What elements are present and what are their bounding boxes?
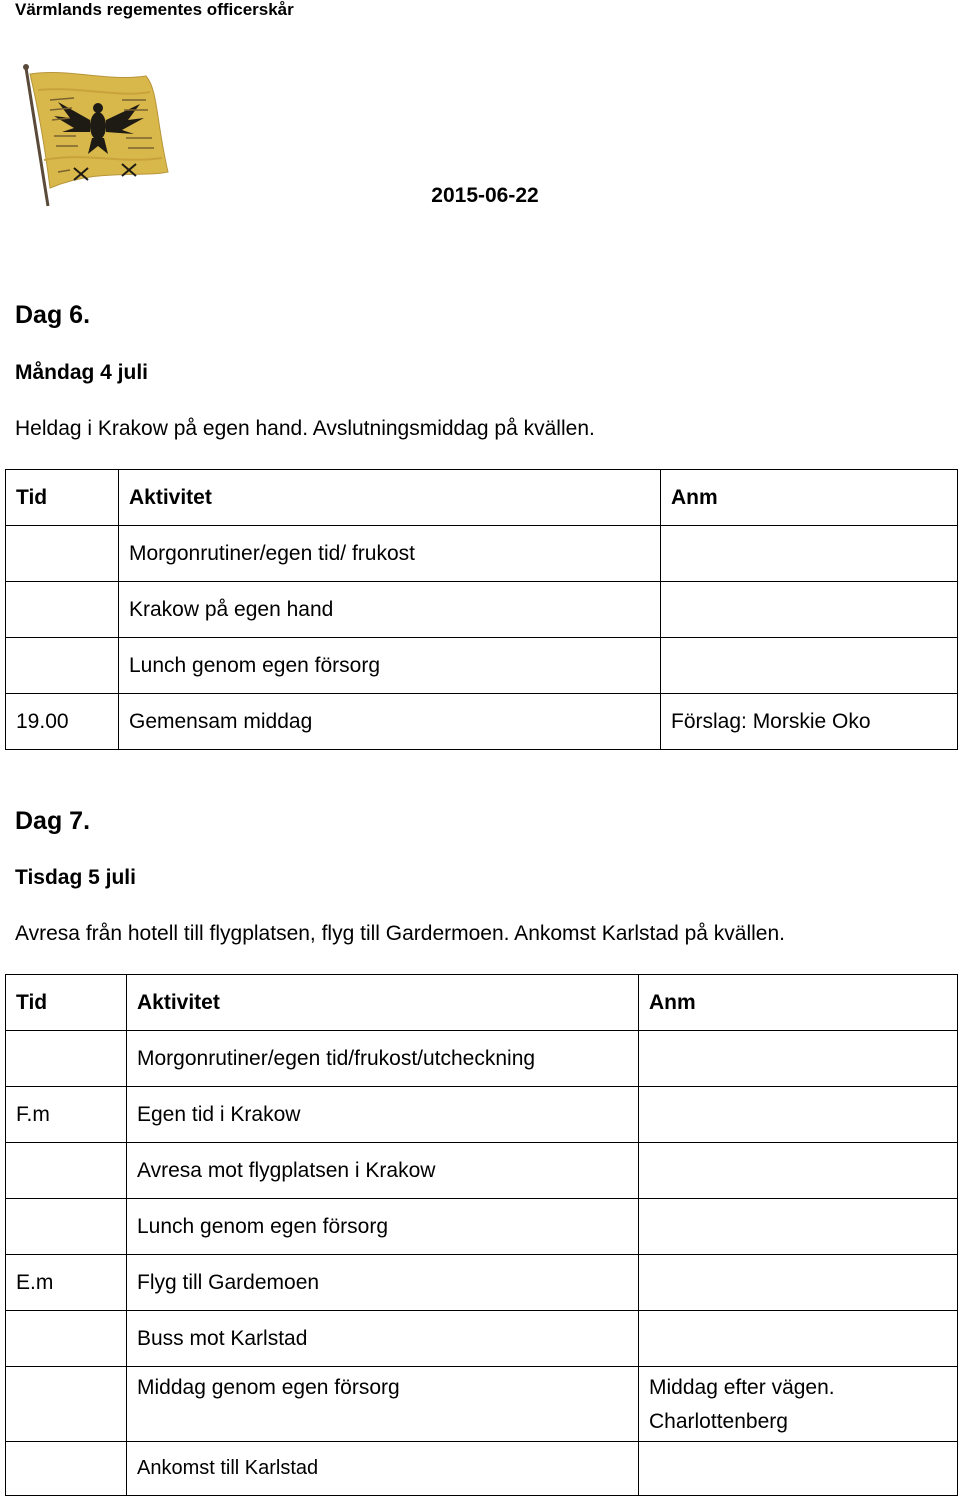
table-row (6, 526, 958, 582)
table-row (6, 694, 958, 750)
cell-tid (6, 1143, 127, 1199)
cell-aktivitet: Egen tid i Krakow (127, 1087, 639, 1143)
cell-aktivitet: Lunch genom egen försorg (127, 1199, 639, 1255)
table-row (6, 1367, 958, 1442)
day7-title: Dag 7. (15, 807, 91, 835)
cell-tid (6, 638, 119, 694)
table-row (6, 1143, 958, 1199)
cell-tid: E.m (6, 1255, 127, 1311)
table-row (6, 1031, 958, 1087)
day7-intro: Avresa från hotell till flygplatsen, flyg till Gardermoen. Ankomst Karlstad på kvällen. (15, 922, 785, 945)
table-row (6, 1311, 958, 1367)
cell-anm (639, 1199, 958, 1255)
document-date: 2015-06-22 (431, 184, 539, 207)
day6-title: Dag 6. (15, 301, 91, 329)
table-row (6, 1442, 958, 1496)
cell-tid (6, 582, 119, 638)
table-row (6, 1087, 958, 1143)
cell-anm (639, 1442, 958, 1496)
cell-tid: F.m (6, 1087, 127, 1143)
cell-anm: Middag efter vägen. Charlottenberg (639, 1367, 958, 1442)
cell-tid (6, 1367, 127, 1442)
cell-aktivitet: Krakow på egen hand (119, 582, 661, 638)
col-header-anm: Anm (639, 975, 958, 1031)
cell-aktivitet: Lunch genom egen försorg (119, 638, 661, 694)
cell-anm (639, 1143, 958, 1199)
cell-tid (6, 1442, 127, 1496)
day7-weekday: Tisdag 5 juli (15, 866, 136, 889)
col-header-tid: Tid (6, 470, 119, 526)
day7-schedule-table (5, 974, 958, 1496)
cell-tid (6, 1311, 127, 1367)
cell-aktivitet: Middag genom egen försorg (127, 1367, 639, 1442)
cell-anm (639, 1311, 958, 1367)
cell-aktivitet: Ankomst till Karlstad (127, 1442, 639, 1496)
col-header-anm: Anm (661, 470, 958, 526)
col-header-aktivitet: Aktivitet (119, 470, 661, 526)
cell-anm (639, 1087, 958, 1143)
cell-anm (661, 526, 958, 582)
table-row (6, 582, 958, 638)
table-row (6, 1255, 958, 1311)
cell-tid (6, 526, 119, 582)
table-header-row (6, 975, 958, 1031)
cell-aktivitet: Flyg till Gardemoen (127, 1255, 639, 1311)
day6-schedule-table (5, 469, 958, 750)
cell-anm (661, 638, 958, 694)
org-header: Värmlands regementes officerskår (15, 0, 294, 19)
day6-intro: Heldag i Krakow på egen hand. Avslutningsmiddag på kvällen. (15, 417, 595, 440)
cell-anm: Förslag: Morskie Oko (661, 694, 958, 750)
table-row (6, 1199, 958, 1255)
cell-anm (639, 1255, 958, 1311)
cell-anm (661, 582, 958, 638)
cell-tid (6, 1199, 127, 1255)
cell-tid (6, 1031, 127, 1087)
cell-tid: 19.00 (6, 694, 119, 750)
cell-anm (639, 1031, 958, 1087)
table-header-row (6, 470, 958, 526)
table-row (6, 638, 958, 694)
cell-aktivitet: Avresa mot flygplatsen i Krakow (127, 1143, 639, 1199)
col-header-tid: Tid (6, 975, 127, 1031)
col-header-aktivitet: Aktivitet (127, 975, 639, 1031)
cell-aktivitet: Buss mot Karlstad (127, 1311, 639, 1367)
day6-weekday: Måndag 4 juli (15, 361, 149, 384)
cell-aktivitet: Morgonrutiner/egen tid/ frukost (119, 526, 661, 582)
cell-aktivitet: Gemensam middag (119, 694, 661, 750)
cell-aktivitet: Morgonrutiner/egen tid/frukost/utcheckning (127, 1031, 639, 1087)
